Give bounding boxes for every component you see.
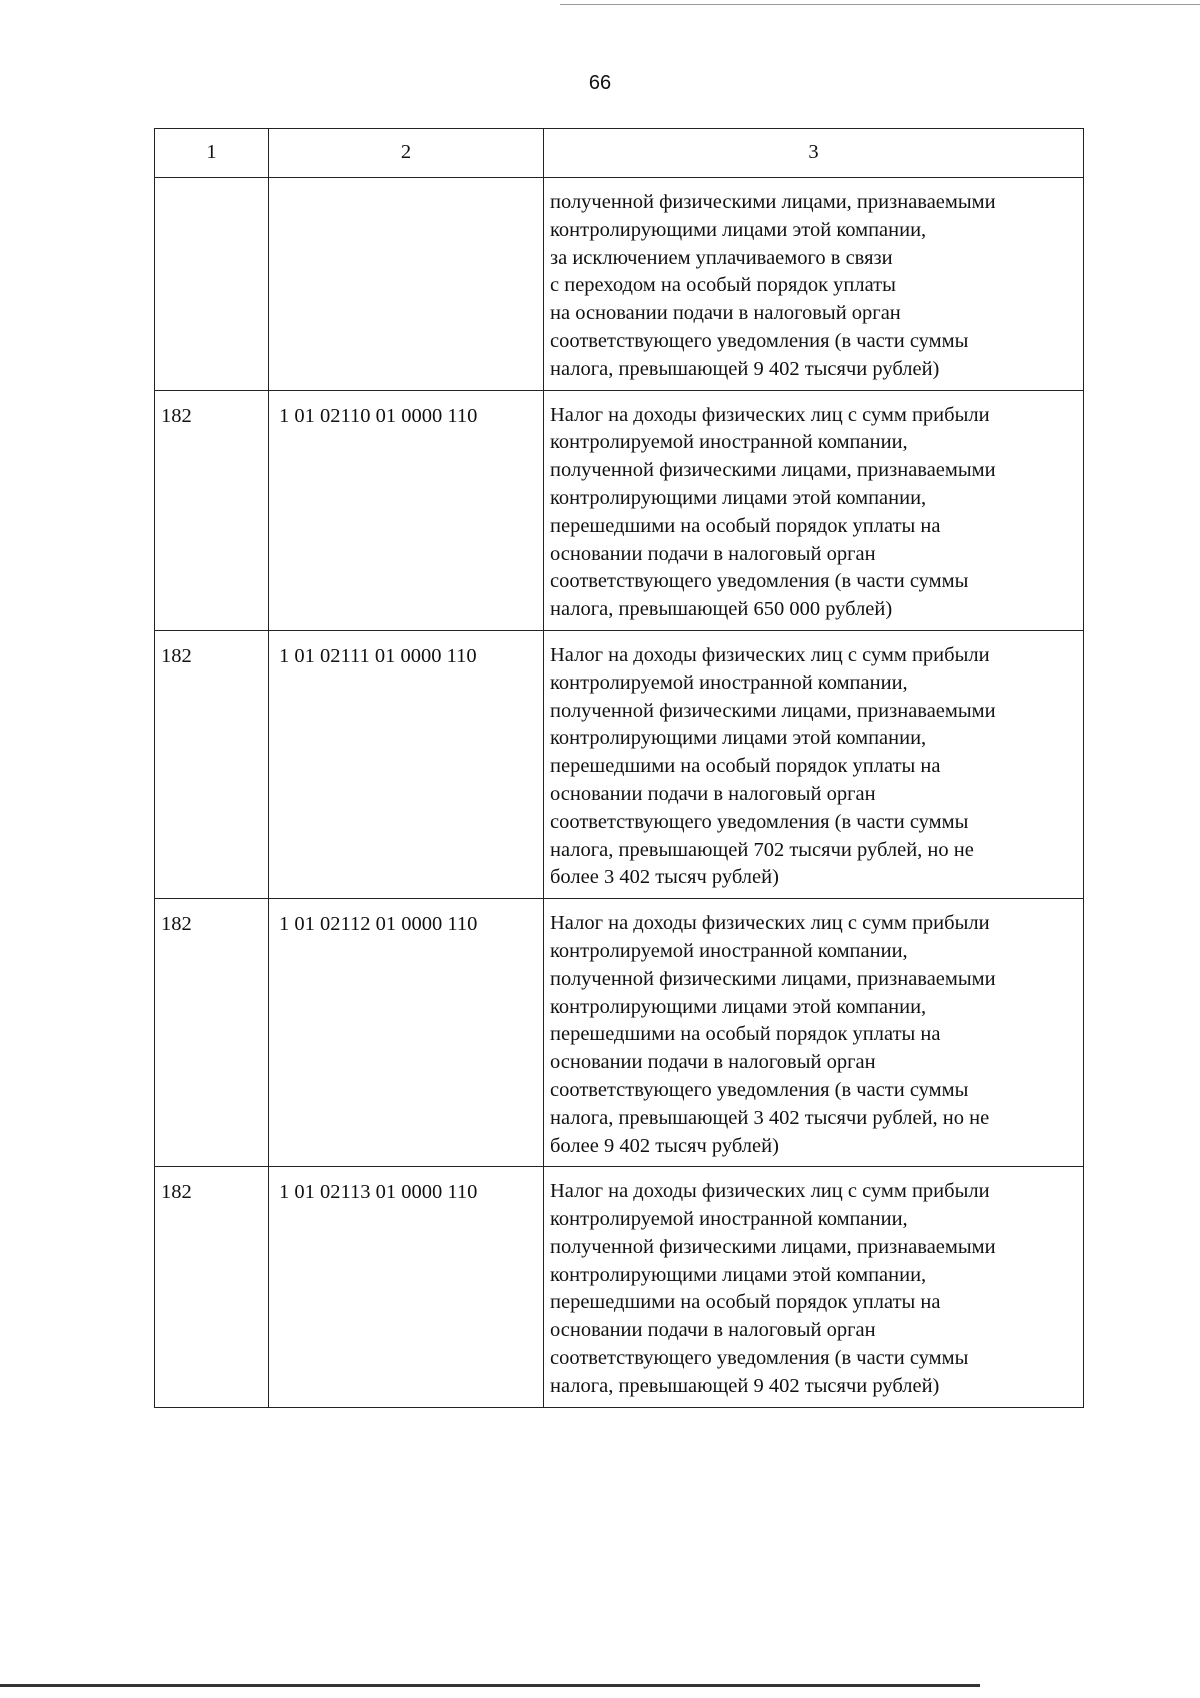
description-line: налога, превышающей 9 402 тысячи рублей): [550, 357, 940, 380]
description-line: основании подачи в налоговый орган: [550, 1319, 876, 1342]
admin-code-cell: [155, 178, 269, 391]
header-col-1: 1: [155, 129, 269, 178]
page-number: 66: [588, 72, 612, 94]
description-line: с переходом на особый порядок уплаты: [550, 274, 896, 297]
classification-code-cell: [269, 178, 544, 391]
budget-classification-table: [154, 128, 1084, 1408]
description-line: основании подачи в налоговый орган: [550, 1051, 876, 1074]
description-line: соответствующего уведомления (в части суммы: [550, 570, 969, 593]
description-line: налога, превышающей 702 тысячи рублей, но не: [550, 838, 974, 861]
description-line: на основании подачи в налоговый орган: [550, 302, 901, 325]
classification-code-cell: 1 01 02113 01 0000 110: [269, 1167, 544, 1407]
description-line: более 9 402 тысяч рублей): [550, 1134, 779, 1157]
admin-code-cell: 182: [155, 1167, 269, 1407]
description-line: контролирующими лицами этой компании,: [550, 218, 927, 241]
admin-code-cell: 182: [155, 630, 269, 898]
description-line: за исключением уплачиваемого в связи: [550, 246, 893, 269]
table-row: [155, 899, 1084, 1167]
description-line: перешедшими на особый порядок уплаты на: [550, 514, 941, 537]
description-line: основании подачи в налоговый орган: [550, 782, 876, 805]
description-line: налога, превышающей 9 402 тысячи рублей): [550, 1374, 940, 1397]
header-col-2: 2: [269, 129, 544, 178]
description-line: контролируемой иностранной компании,: [550, 939, 908, 962]
description-line: Налог на доходы физических лиц с сумм прибыли: [550, 1180, 990, 1203]
table-row: [155, 390, 1084, 630]
description-line: Налог на доходы физических лиц с сумм прибыли: [550, 403, 990, 426]
table-body: [155, 129, 1084, 1408]
description-line: перешедшими на особый порядок уплаты на: [550, 755, 941, 778]
description-line: Налог на доходы физических лиц с сумм прибыли: [550, 912, 990, 935]
description-cell: [544, 630, 1084, 898]
description-line: контролирующими лицами этой компании,: [550, 995, 927, 1018]
classification-code-cell: 1 01 02111 01 0000 110: [269, 630, 544, 898]
description-line: соответствующего уведомления (в части суммы: [550, 329, 969, 352]
classification-code-cell: 1 01 02110 01 0000 110: [269, 390, 544, 630]
description-line: контролируемой иностранной компании,: [550, 431, 908, 454]
table-row: [155, 1167, 1084, 1407]
classification-code-cell: 1 01 02112 01 0000 110: [269, 899, 544, 1167]
table-row: [155, 178, 1084, 391]
description-cell: [544, 390, 1084, 630]
description-line: полученной физическими лицами, признаваемыми: [550, 1235, 996, 1258]
description-cell: [544, 178, 1084, 391]
description-cell: [544, 899, 1084, 1167]
description-cell: [544, 1167, 1084, 1407]
description-line: налога, превышающей 650 000 рублей): [550, 598, 893, 621]
description-line: контролирующими лицами этой компании,: [550, 486, 927, 509]
header-col-3: 3: [544, 129, 1084, 178]
description-line: более 3 402 тысяч рублей): [550, 866, 779, 889]
description-line: полученной физическими лицами, признаваемыми: [550, 967, 996, 990]
table-header-row: [155, 129, 1084, 178]
description-line: налога, превышающей 3 402 тысячи рублей, но не: [550, 1106, 990, 1129]
description-line: основании подачи в налоговый орган: [550, 542, 876, 565]
description-line: полученной физическими лицами, признаваемыми: [550, 191, 996, 213]
description-line: Налог на доходы физических лиц с сумм прибыли: [550, 643, 990, 666]
description-line: контролируемой иностранной компании,: [550, 671, 908, 694]
description-line: соответствующего уведомления (в части суммы: [550, 1347, 969, 1370]
description-line: перешедшими на особый порядок уплаты на: [550, 1023, 941, 1046]
admin-code-cell: 182: [155, 899, 269, 1167]
top-scan-rule: [560, 4, 1200, 5]
description-line: полученной физическими лицами, признаваемыми: [550, 459, 996, 482]
description-line: соответствующего уведомления (в части суммы: [550, 810, 969, 833]
table-row: [155, 630, 1084, 898]
bottom-scan-rule: [0, 1684, 980, 1687]
description-line: соответствующего уведомления (в части суммы: [550, 1078, 969, 1101]
admin-code-cell: 182: [155, 390, 269, 630]
description-line: перешедшими на особый порядок уплаты на: [550, 1291, 941, 1314]
description-line: полученной физическими лицами, признаваемыми: [550, 699, 996, 722]
description-line: контролирующими лицами этой компании,: [550, 727, 927, 750]
description-line: контролируемой иностранной компании,: [550, 1208, 908, 1231]
description-line: контролирующими лицами этой компании,: [550, 1263, 927, 1286]
